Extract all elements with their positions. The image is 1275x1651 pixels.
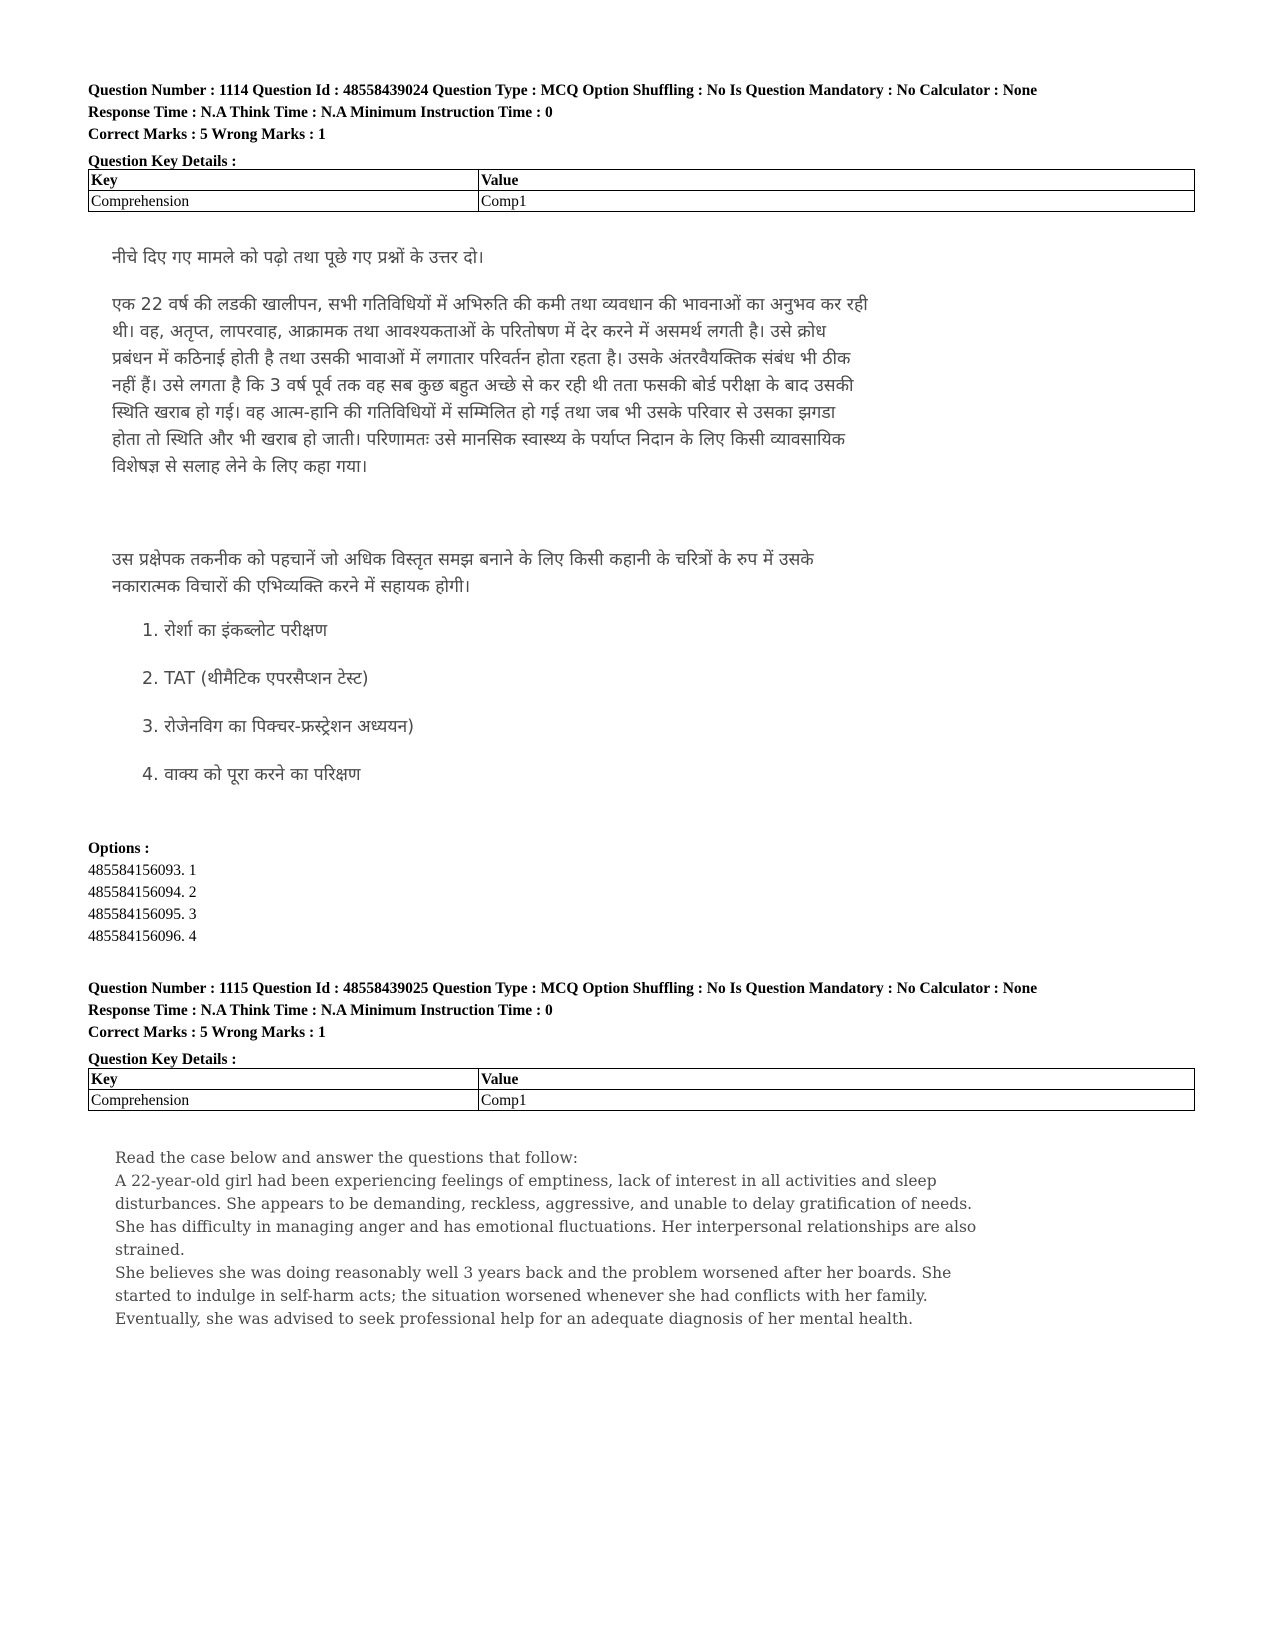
choice-item: 2. TAT (थीमैटिक एपरसैप्शन टेस्ट) (142, 669, 369, 689)
passage-line: Eventually, she was advised to seek professional help for an adequate diagnosis of her mental health. (115, 1310, 914, 1328)
question-1114-header (88, 80, 1208, 146)
passage-line: She has difficulty in managing anger and has emotional fluctuations. Her interpersonal relationships are also (115, 1218, 977, 1236)
marks-line: Correct Marks : 5 Wrong Marks : 1 (88, 1024, 326, 1041)
question-key-details-label: Question Key Details : (88, 153, 237, 170)
choice-item: 4. वाक्य को पूरा करने का परिक्षण (142, 765, 361, 785)
key-header: Key (89, 1069, 479, 1090)
option-item: 485584156096. 4 (88, 928, 197, 945)
passage-line: started to indulge in self-harm acts; the situation worsened whenever she had conflicts with her family. (115, 1287, 928, 1305)
options-block (88, 838, 197, 948)
passage-line: strained. (115, 1241, 185, 1259)
table-row (89, 1090, 1195, 1111)
question-key-table (88, 1068, 1195, 1111)
hindi-question-image (112, 245, 1012, 799)
options-label: Options : (88, 840, 150, 857)
passage-line: Read the case below and answer the questions that follow: (115, 1149, 578, 1167)
table-header-row (89, 170, 1195, 191)
passage-line: थी। वह, अतृप्त, लापरवाह, आक्रामक तथा आवश्यकताओं के परितोषण में देर करने में असमर्थ लगती है। उसे क्रोध (112, 322, 827, 342)
question-key-table (88, 169, 1195, 212)
question-line: उस प्रक्षेपक तकनीक को पहचानें जो अधिक विस्तृत समझ बनाने के लिए किसी कहानी के चरित्रों के रुप में उसके (112, 550, 814, 570)
option-item: 485584156094. 2 (88, 884, 197, 901)
question-meta-line: Question Number : 1115 Question Id : 48558439025 Question Type : MCQ Option Shuffling : No Is Question Mandatory : No Calculator : None (88, 980, 1038, 997)
passage-line: She believes she was doing reasonably well 3 years back and the problem worsened after her boards. She (115, 1264, 952, 1282)
value-header: Value (479, 170, 1195, 191)
question-line: नकारात्मक विचारों की एभिव्यक्ति करने में सहायक होगी। (112, 577, 471, 597)
question-key-details-label: Question Key Details : (88, 1051, 237, 1068)
question-meta-line: Question Number : 1114 Question Id : 48558439024 Question Type : MCQ Option Shuffling : No Is Question Mandatory : No Calculator : None (88, 82, 1038, 99)
response-time-line: Response Time : N.A Think Time : N.A Minimum Instruction Time : 0 (88, 1002, 553, 1019)
passage-line: नहीं हैं। उसे लगता है कि 3 वर्ष पूर्व तक वह सब कुछ बहुत अच्छे से कर रही थी तता फसकी बोर्ड परीक्षा के बाद उसकी (112, 376, 854, 396)
option-item: 485584156095. 3 (88, 906, 197, 923)
value-header: Value (479, 1069, 1195, 1090)
choice-item: 1. रोर्शा का इंकब्लोट परीक्षण (142, 621, 328, 641)
passage-line: disturbances. She appears to be demanding, reckless, aggressive, and unable to delay gratification of needs. (115, 1195, 973, 1213)
question-1115-header (88, 978, 1208, 1044)
instruction-text: नीचे दिए गए मामले को पढ़ो तथा पूछे गए प्रश्नों के उत्तर दो। (112, 248, 484, 268)
key-cell: Comprehension (89, 1090, 479, 1111)
value-cell: Comp1 (479, 191, 1195, 212)
english-case-image (115, 1147, 995, 1331)
key-header: Key (89, 170, 479, 191)
case-passage (112, 292, 1012, 481)
passage-line: एक 22 वर्ष की लडकी खालीपन, सभी गतिविधियों में अभिरुति की कमी तथा व्यवधान की भावनाओं का अनुभव कर रही (112, 295, 868, 315)
passage-line: होता तो स्थिति और भी खराब हो जाती। परिणामतः उसे मानसिक स्वास्थ्य के पर्याप्त निदान के लिए किसी व्यावसायिक (112, 430, 846, 450)
passage-line: स्थिति खराब हो गई। वह आत्म-हानि की गतिविधियों में सम्मिलित हो गई तथा जब भी उसके परिवार से उसका झगडा (112, 403, 836, 423)
choice-item: 3. रोजेनविग का पिक्चर-फ्रस्ट्रेशन अध्ययन) (142, 717, 415, 737)
marks-line: Correct Marks : 5 Wrong Marks : 1 (88, 126, 326, 143)
table-header-row (89, 1069, 1195, 1090)
passage-line: विशेषज्ञ से सलाह लेने के लिए कहा गया। (112, 457, 368, 477)
key-cell: Comprehension (89, 191, 479, 212)
table-row (89, 191, 1195, 212)
choice-list (112, 607, 1012, 799)
response-time-line: Response Time : N.A Think Time : N.A Minimum Instruction Time : 0 (88, 104, 553, 121)
value-cell: Comp1 (479, 1090, 1195, 1111)
passage-line: प्रबंधन में कठिनाई होती है तथा उसकी भावाओं में लगातार परिवर्तन होता रहता है। उसके अंतरवैयक्तिक संबंध भी ठीक (112, 349, 851, 369)
question-text (112, 547, 1012, 601)
option-item: 485584156093. 1 (88, 862, 197, 879)
passage-line: A 22-year-old girl had been experiencing feelings of emptiness, lack of interest in all activities and sleep (115, 1172, 937, 1190)
